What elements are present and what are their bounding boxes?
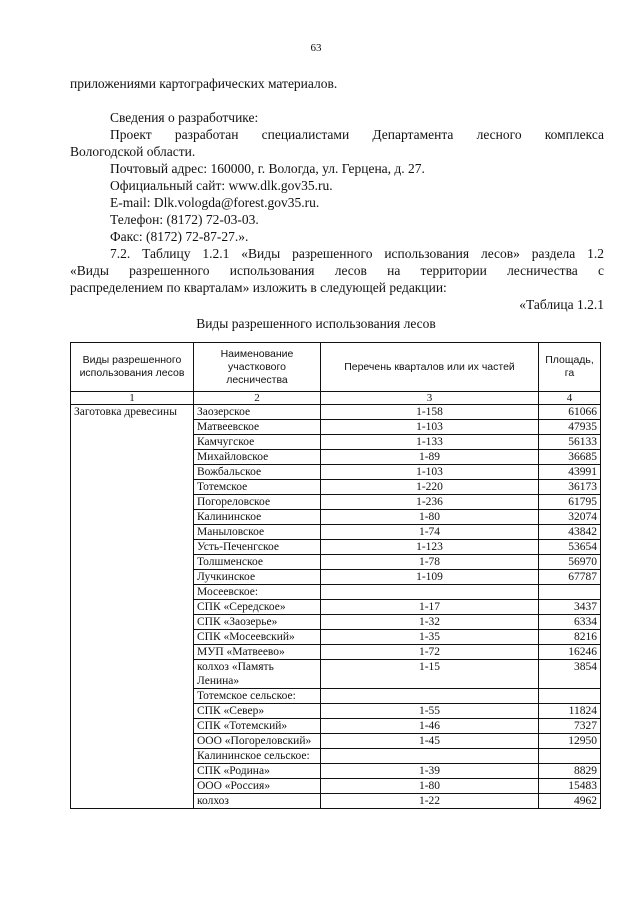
header-use-type: Виды разрешенного использования лесов <box>71 343 194 392</box>
forestry-name-cell: ООО «Погореловский» <box>194 734 321 749</box>
area-cell: 4962 <box>539 794 601 809</box>
quarters-cell: 1-15 <box>321 660 539 689</box>
column-number: 4 <box>539 392 601 405</box>
header-forestry-name: Наименование участкового лесничества <box>194 343 321 392</box>
forestry-name-cell: Погореловское <box>194 495 321 510</box>
forestry-name-cell: Маныловское <box>194 525 321 540</box>
area-cell: 16246 <box>539 645 601 660</box>
area-cell: 15483 <box>539 779 601 794</box>
area-cell: 8216 <box>539 630 601 645</box>
forestry-name-cell: СПК «Мосеевский» <box>194 630 321 645</box>
quarters-cell: 1-109 <box>321 570 539 585</box>
area-cell: 36173 <box>539 480 601 495</box>
forestry-name-cell: Толшменское <box>194 555 321 570</box>
forestry-name-cell: Тотемское <box>194 480 321 495</box>
quarters-cell: 1-236 <box>321 495 539 510</box>
paragraph-line: приложениями картографических материалов. <box>70 76 338 91</box>
quarters-cell: 1-89 <box>321 450 539 465</box>
area-cell: 36685 <box>539 450 601 465</box>
forestry-name-cell: Вожбальское <box>194 465 321 480</box>
paragraph-line: Вологодской области. <box>70 144 196 159</box>
paragraph-line: 7.2. Таблицу 1.2.1 «Виды разрешенного использования лесов» раздела 1.2 <box>110 246 604 261</box>
area-cell: 11824 <box>539 704 601 719</box>
paragraph-line: распределением по кварталам» изложить в следующей редакции: <box>70 280 447 295</box>
forestry-name-cell: Тотемское сельское: <box>194 689 321 704</box>
area-cell: 3437 <box>539 600 601 615</box>
table-title: Виды разрешенного использования лесов <box>196 316 436 331</box>
area-cell: 7327 <box>539 719 601 734</box>
area-cell: 32074 <box>539 510 601 525</box>
quarters-cell: 1-72 <box>321 645 539 660</box>
header-area: Площадь, га <box>539 343 601 392</box>
quarters-cell: 1-32 <box>321 615 539 630</box>
quarters-cell: 1-46 <box>321 719 539 734</box>
forestry-name-cell: СПК «Заозерье» <box>194 615 321 630</box>
quarters-cell: 1-133 <box>321 435 539 450</box>
quarters-cell: 1-103 <box>321 465 539 480</box>
table-reference: «Таблица 1.2.1 <box>519 297 604 312</box>
column-number: 1 <box>71 392 194 405</box>
forestry-name-cell: Заозерское <box>194 405 321 420</box>
use-type-cell: Заготовка древесины <box>71 405 194 809</box>
area-cell: 56133 <box>539 435 601 450</box>
forestry-name-cell: Матвеевское <box>194 420 321 435</box>
quarters-cell <box>321 689 539 704</box>
paragraph-line: Проект разработан специалистами Департамента лесного комплекса <box>110 127 604 142</box>
area-cell: 67787 <box>539 570 601 585</box>
paragraph-line: «Виды разрешенного использования лесов на территории лесничества с <box>70 263 604 278</box>
forestry-name-cell: Михайловское <box>194 450 321 465</box>
forestry-name-cell: СПК «Тотемский» <box>194 719 321 734</box>
area-cell <box>539 689 601 704</box>
column-number: 3 <box>321 392 539 405</box>
area-cell <box>539 749 601 764</box>
quarters-cell: 1-35 <box>321 630 539 645</box>
quarters-cell: 1-74 <box>321 525 539 540</box>
header-quarters: Перечень кварталов или их частей <box>321 343 539 392</box>
quarters-cell <box>321 749 539 764</box>
column-number: 2 <box>194 392 321 405</box>
area-cell: 61066 <box>539 405 601 420</box>
area-cell: 56970 <box>539 555 601 570</box>
table-row <box>71 405 601 420</box>
forestry-name-cell: Лучкинское <box>194 570 321 585</box>
quarters-cell: 1-80 <box>321 510 539 525</box>
area-cell: 43991 <box>539 465 601 480</box>
quarters-cell: 1-78 <box>321 555 539 570</box>
area-cell: 3854 <box>539 660 601 689</box>
area-cell: 43842 <box>539 525 601 540</box>
forestry-name-cell: МУП «Матвеево» <box>194 645 321 660</box>
column-number-row <box>71 392 601 405</box>
area-cell: 47935 <box>539 420 601 435</box>
forestry-name-cell: Мосеевское: <box>194 585 321 600</box>
forestry-name-cell: колхоз <box>194 794 321 809</box>
paragraph-line: Почтовый адрес: 160000, г. Вологда, ул. Герцена, д. 27. <box>110 161 425 176</box>
quarters-cell: 1-45 <box>321 734 539 749</box>
area-cell: 61795 <box>539 495 601 510</box>
paragraph-line: Официальный сайт: www.dlk.gov35.ru. <box>110 178 333 193</box>
forestry-name-cell: СПК «Север» <box>194 704 321 719</box>
quarters-cell: 1-80 <box>321 779 539 794</box>
forestry-name-cell: колхоз «Память Ленина» <box>194 660 321 689</box>
quarters-cell: 1-39 <box>321 764 539 779</box>
area-cell: 6334 <box>539 615 601 630</box>
quarters-cell: 1-123 <box>321 540 539 555</box>
paragraph-line: Сведения о разработчике: <box>110 110 259 125</box>
forestry-name-cell: Усть-Печенгское <box>194 540 321 555</box>
page-number: 63 <box>310 42 322 54</box>
quarters-cell: 1-22 <box>321 794 539 809</box>
forestry-name-cell: Камчугское <box>194 435 321 450</box>
quarters-cell: 1-220 <box>321 480 539 495</box>
quarters-cell: 1-17 <box>321 600 539 615</box>
quarters-cell: 1-55 <box>321 704 539 719</box>
area-cell: 12950 <box>539 734 601 749</box>
forest-use-table <box>70 342 601 809</box>
forestry-name-cell: Калининское сельское: <box>194 749 321 764</box>
forestry-name-cell: Калининское <box>194 510 321 525</box>
quarters-cell: 1-103 <box>321 420 539 435</box>
paragraph-line: Телефон: (8172) 72-03-03. <box>110 212 259 227</box>
area-cell <box>539 585 601 600</box>
forestry-name-cell: ООО «Россия» <box>194 779 321 794</box>
area-cell: 8829 <box>539 764 601 779</box>
area-cell: 53654 <box>539 540 601 555</box>
paragraph-line: E-mail: Dlk.vologda@forest.gov35.ru. <box>110 195 320 210</box>
quarters-cell <box>321 585 539 600</box>
forestry-name-cell: СПК «Середское» <box>194 600 321 615</box>
forestry-name-cell: СПК «Родина» <box>194 764 321 779</box>
quarters-cell: 1-158 <box>321 405 539 420</box>
paragraph-line: Факс: (8172) 72-87-27.». <box>110 229 249 244</box>
